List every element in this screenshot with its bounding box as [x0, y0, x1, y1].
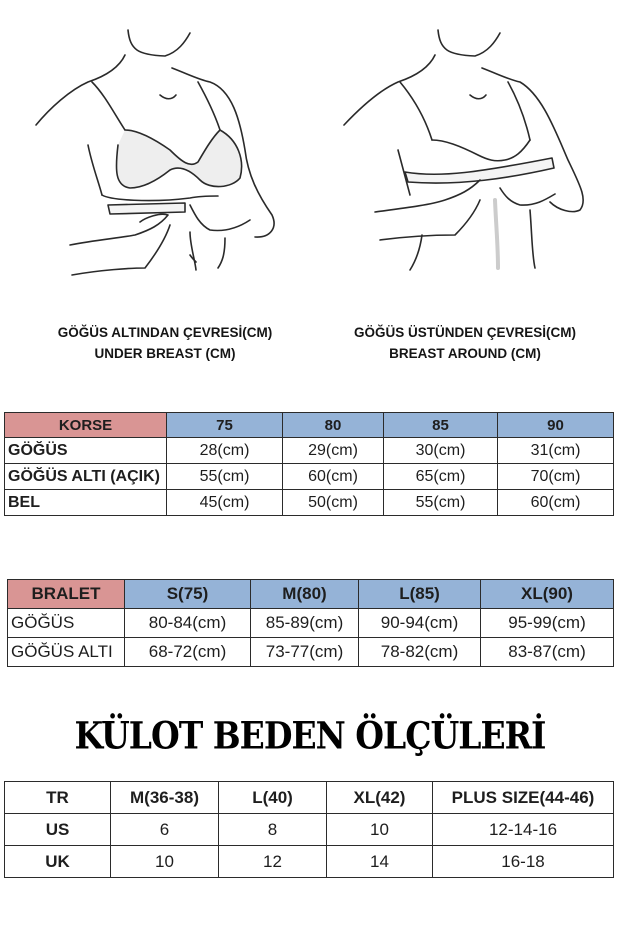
header-cell: 80 [283, 413, 384, 438]
table-header-row [8, 580, 614, 609]
table-cell: 16-18 [433, 846, 614, 878]
kulot-size-table [4, 781, 614, 878]
table-cell: 85-89(cm) [251, 609, 359, 638]
header-cell: M(80) [251, 580, 359, 609]
table-header-row [5, 413, 614, 438]
table-cell: 55(cm) [167, 464, 283, 490]
header-cell: L(40) [219, 782, 327, 814]
row-label: GÖĞÜS ALTI (AÇIK) [5, 464, 167, 490]
table-cell: 95-99(cm) [481, 609, 614, 638]
table-cell: 6 [111, 814, 219, 846]
table-row [5, 438, 614, 464]
table-row [5, 464, 614, 490]
row-label: GÖĞÜS [8, 609, 125, 638]
breast-around-caption-en: BREAST AROUND (CM) [389, 346, 541, 361]
breast-around-caption [315, 322, 615, 364]
table-header-row [5, 782, 614, 814]
table-cell: 70(cm) [498, 464, 614, 490]
table-cell: 45(cm) [167, 490, 283, 516]
header-cell: 85 [384, 413, 498, 438]
table-cell: 60(cm) [283, 464, 384, 490]
table-cell: 55(cm) [384, 490, 498, 516]
table-cell: 60(cm) [498, 490, 614, 516]
korse-header-label: KORSE [5, 413, 167, 438]
table-cell: 14 [327, 846, 433, 878]
table-cell: 12 [219, 846, 327, 878]
table-row [5, 846, 614, 878]
row-label: UK [5, 846, 111, 878]
breast-around-measuring-illustration [310, 0, 620, 310]
bralet-header-label: BRALET [8, 580, 125, 609]
under-breast-caption [15, 322, 315, 364]
bralet-size-table [7, 579, 614, 667]
header-cell: TR [5, 782, 111, 814]
under-breast-measuring-illustration [0, 0, 310, 310]
under-breast-caption-en: UNDER BREAST (CM) [94, 346, 236, 361]
under-breast-caption-tr: GÖĞÜS ALTINDAN ÇEVRESİ(CM) [57, 325, 273, 340]
table-cell: 80-84(cm) [125, 609, 251, 638]
table-cell: 68-72(cm) [125, 638, 251, 667]
table-row [5, 814, 614, 846]
table-cell: 65(cm) [384, 464, 498, 490]
table-cell: 28(cm) [167, 438, 283, 464]
row-label: US [5, 814, 111, 846]
header-cell: XL(90) [481, 580, 614, 609]
row-label: BEL [5, 490, 167, 516]
table-row [8, 638, 614, 667]
table-cell: 30(cm) [384, 438, 498, 464]
table-cell: 50(cm) [283, 490, 384, 516]
kulot-size-title: KÜLOT BEDEN ÖLÇÜLERİ [74, 713, 546, 758]
table-cell: 29(cm) [283, 438, 384, 464]
table-cell: 83-87(cm) [481, 638, 614, 667]
row-label: GÖĞÜS [5, 438, 167, 464]
header-cell: XL(42) [327, 782, 433, 814]
table-cell: 31(cm) [498, 438, 614, 464]
table-row [5, 490, 614, 516]
header-cell: 90 [498, 413, 614, 438]
table-row [8, 609, 614, 638]
row-label: GÖĞÜS ALTI [8, 638, 125, 667]
header-cell: L(85) [359, 580, 481, 609]
table-cell: 90-94(cm) [359, 609, 481, 638]
table-cell: 8 [219, 814, 327, 846]
header-cell: PLUS SIZE(44-46) [433, 782, 614, 814]
header-cell: M(36-38) [111, 782, 219, 814]
table-cell: 78-82(cm) [359, 638, 481, 667]
table-cell: 10 [111, 846, 219, 878]
table-cell: 12-14-16 [433, 814, 614, 846]
korse-size-table [4, 412, 614, 516]
table-cell: 73-77(cm) [251, 638, 359, 667]
table-cell: 10 [327, 814, 433, 846]
header-cell: 75 [167, 413, 283, 438]
breast-around-caption-tr: GÖĞÜS ÜSTÜNDEN ÇEVRESİ(CM) [353, 325, 576, 340]
header-cell: S(75) [125, 580, 251, 609]
